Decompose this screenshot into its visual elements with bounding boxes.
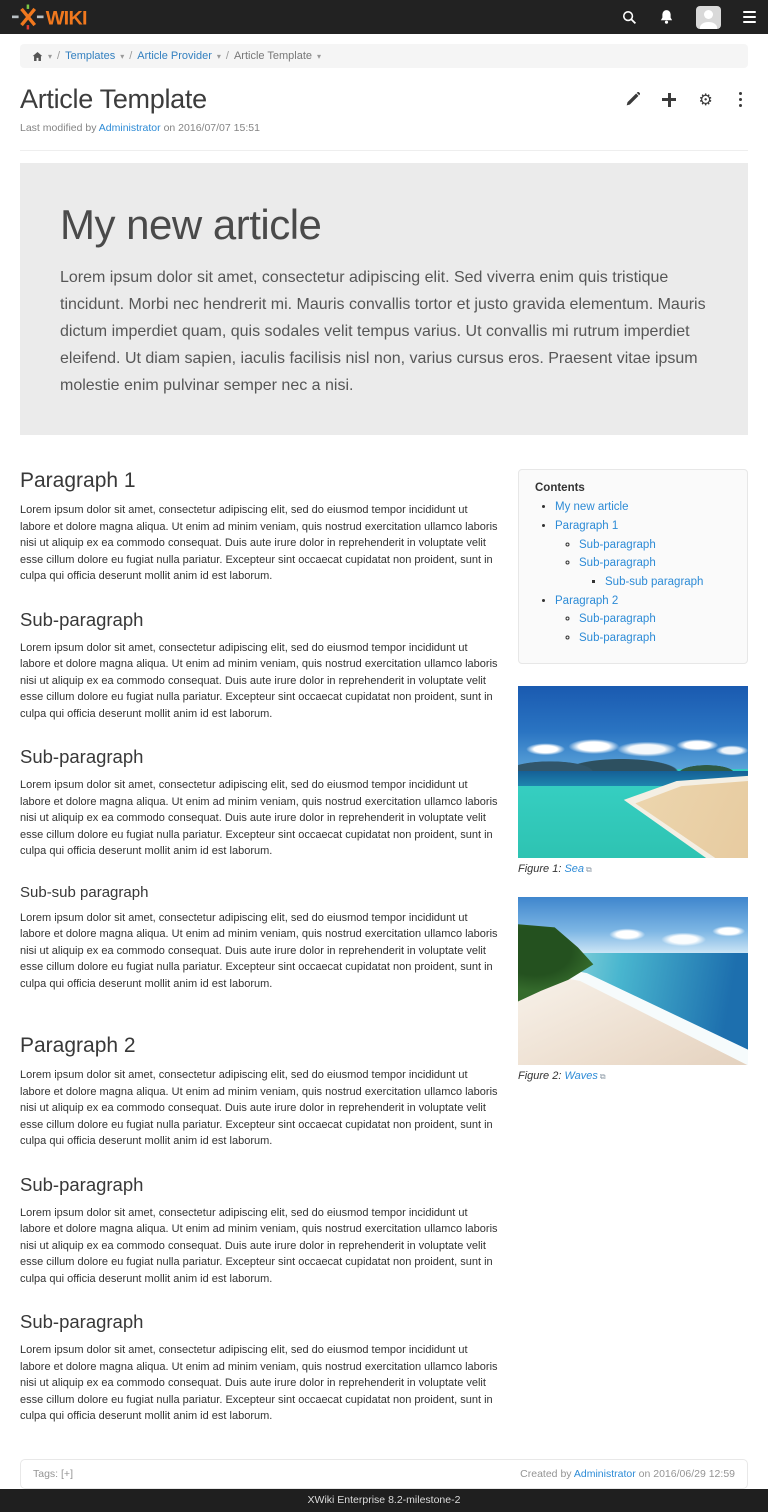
- section-body: Lorem ipsum dolor sit amet, consectetur adipiscing elit, sed do eiusmod tempor incididunt ut labore et dolore magna aliqua. Ut enim ad minim veniam, quis nostrud exercitation ullamco laboris nisi ut aliquip ex ea commodo consequat. Duis aute irure dolor in reprehenderit in voluptate velit esse cillum dolore eu fugiat nulla pariatur. Excepteur sint occaecat cupidatat non proident, sunt in culpa qui officia deserunt mollit anim id est laborum.: [20, 1069, 498, 1148]
- breadcrumb-current-page: Article Template: [233, 50, 313, 62]
- drawer-menu-button[interactable]: [743, 11, 756, 24]
- xwiki-logo[interactable]: [12, 0, 100, 34]
- toc-item: [579, 554, 735, 591]
- more-actions-button[interactable]: [735, 92, 746, 107]
- article-hero: [20, 163, 748, 435]
- last-modified-line: [20, 122, 748, 134]
- tags-label: Tags:: [33, 1467, 62, 1480]
- article-title: My new article: [60, 201, 322, 248]
- document-footer-bar: [20, 1459, 748, 1489]
- gear-icon: ⚙: [698, 89, 713, 109]
- main-content-container: [0, 34, 768, 1489]
- waves-photo-clouds: [587, 918, 748, 952]
- kebab-menu-icon: [735, 92, 746, 107]
- external-link-icon: ⧉: [586, 865, 592, 875]
- created-prefix: Created by: [520, 1467, 574, 1480]
- section-heading-sub-paragraph: Sub-paragraph: [20, 746, 144, 768]
- breadcrumb: [20, 44, 748, 68]
- figure-caption: [518, 1070, 748, 1082]
- toc-item: [579, 536, 735, 555]
- figure-waves: [518, 897, 748, 1082]
- toc-item: [555, 517, 735, 592]
- navbar-icons: [622, 6, 756, 29]
- xwiki-logo-mark: [12, 4, 100, 30]
- avatar-head: [704, 10, 713, 19]
- external-link-icon: ⧉: [599, 1072, 606, 1082]
- figure-label: Figure 2:: [518, 1070, 565, 1083]
- toc-item: [579, 610, 735, 629]
- table-of-contents: [518, 469, 748, 664]
- section-body: Lorem ipsum dolor sit amet, consectetur adipiscing elit, sed do eiusmod tempor incididunt ut labore et dolore magna aliqua. Ut enim ad minim veniam, quis nostrud exercitation ullamco laboris nisi ut aliquip ex ea commodo consequat. Duis aute irure dolor in reprehenderit in voluptate velit esse cillum dolore eu fugiat nulla pariatur. Excepteur sint occaecat cupidatat non proident, sunt in culpa qui officia deserunt mollit anim id est laborum.: [20, 779, 498, 858]
- toc-item: [605, 573, 735, 592]
- section-body: Lorem ipsum dolor sit amet, consectetur adipiscing elit, sed do eiusmod tempor incididunt ut labore et dolore magna aliqua. Ut enim ad minim veniam, quis nostrud exercitation ullamco laboris nisi ut aliquip ex ea commodo consequat. Duis aute irure dolor in reprehenderit in voluptate velit esse cillum dolore eu fugiat nulla pariatur. Excepteur sint occaecat cupidatat non proident, sunt in culpa qui officia deserunt mollit anim id est laborum.: [20, 911, 498, 990]
- modified-author-link[interactable]: Administrator: [98, 122, 161, 134]
- home-icon: [32, 51, 43, 62]
- bell-icon: [659, 9, 674, 25]
- version-text: XWiki Enterprise 8.2-milestone-2: [307, 1494, 461, 1507]
- toc-link-sub-sub-paragraph[interactable]: Sub-sub paragraph: [605, 575, 704, 588]
- page-actions: [625, 89, 746, 109]
- app-footer: [0, 1489, 768, 1512]
- toc-link-sub-paragraph[interactable]: Sub-paragraph: [579, 613, 656, 626]
- create-button[interactable]: [662, 93, 676, 107]
- figure-sea: [518, 686, 748, 875]
- figure-caption: [518, 863, 748, 875]
- right-sidebar: [518, 469, 748, 1082]
- created-author-link[interactable]: Administrator: [573, 1467, 636, 1480]
- page-header: [20, 84, 748, 151]
- toc-link-sub-paragraph[interactable]: Sub-paragraph: [579, 631, 656, 644]
- section-body: Lorem ipsum dolor sit amet, consectetur adipiscing elit, sed do eiusmod tempor incididunt ut labore et dolore magna aliqua. Ut enim ad minim veniam, quis nostrud exercitation ullamco laboris nisi ut aliquip ex ea commodo consequat. Duis aute irure dolor in reprehenderit in voluptate velit esse cillum dolore eu fugiat nulla pariatur. Excepteur sint occaecat cupidatat non proident, sunt in culpa qui officia deserunt mollit anim id est laborum.: [20, 1206, 498, 1285]
- article-provider-dropdown-caret[interactable]: ▾: [216, 51, 221, 61]
- section-heading-sub-paragraph: Sub-paragraph: [20, 1311, 144, 1333]
- user-avatar-button[interactable]: [696, 6, 721, 29]
- hamburger-menu-icon: [743, 11, 756, 24]
- sea-photo: [518, 686, 748, 858]
- sea-photo-hills: [518, 752, 748, 773]
- home-breadcrumb-link[interactable]: [32, 51, 43, 62]
- section-heading-sub-paragraph: Sub-paragraph: [20, 1173, 144, 1195]
- toc-link-my-new-article[interactable]: My new article: [555, 501, 629, 514]
- modified-prefix: Last modified by: [20, 122, 99, 134]
- plus-icon: [662, 93, 676, 107]
- breadcrumb-separator: /: [225, 50, 229, 62]
- section-heading-sub-sub-paragraph: Sub-sub paragraph: [20, 883, 149, 901]
- toc-item: [555, 592, 735, 648]
- toc-link-paragraph-1[interactable]: Paragraph 1: [555, 520, 619, 532]
- home-dropdown-caret[interactable]: ▾: [48, 51, 53, 61]
- svg-text:WIKI: WIKI: [45, 7, 87, 30]
- search-button[interactable]: [622, 10, 637, 25]
- toc-link-sub-paragraph[interactable]: Sub-paragraph: [579, 557, 656, 570]
- article-template-dropdown-caret[interactable]: ▾: [317, 51, 322, 61]
- section-body: Lorem ipsum dolor sit amet, consectetur adipiscing elit, sed do eiusmod tempor incididunt ut labore et dolore magna aliqua. Ut enim ad minim veniam, quis nostrud exercitation ullamco laboris nisi ut aliquip ex ea commodo consequat. Duis aute irure dolor in reprehenderit in voluptate velit esse cillum dolore eu fugiat nulla pariatur. Excepteur sint occaecat cupidatat non proident, sunt in culpa qui officia deserunt mollit anim id est laborum.: [20, 504, 498, 583]
- waves-photo: [518, 897, 748, 1065]
- section-heading-paragraph-2: Paragraph 2: [20, 1034, 136, 1058]
- toc-link-paragraph-2[interactable]: Paragraph 2: [555, 594, 619, 607]
- section-body: Lorem ipsum dolor sit amet, consectetur adipiscing elit, sed do eiusmod tempor incididunt ut labore et dolore magna aliqua. Ut enim ad minim veniam, quis nostrud exercitation ullamco laboris nisi ut aliquip ex ea commodo consequat. Duis aute irure dolor in reprehenderit in voluptate velit esse cillum dolore eu fugiat nulla pariatur. Excepteur sint occaecat cupidatat non proident, sunt in culpa qui officia deserunt mollit anim id est laborum.: [20, 641, 498, 720]
- pencil-icon: [625, 92, 640, 107]
- add-tag-button[interactable]: [+]: [61, 1467, 73, 1480]
- avatar-body: [700, 22, 717, 29]
- toc-item: [555, 498, 735, 517]
- breadcrumb-separator: /: [129, 50, 133, 62]
- notifications-button[interactable]: [659, 9, 674, 25]
- toc-link-sub-paragraph[interactable]: Sub-paragraph: [579, 538, 656, 551]
- admin-actions-button[interactable]: [698, 89, 713, 109]
- section-heading-sub-paragraph: Sub-paragraph: [20, 608, 144, 630]
- page-title: Article Template: [20, 84, 207, 114]
- created-line: [520, 1468, 735, 1480]
- top-navbar: [0, 0, 768, 34]
- section-body: Lorem ipsum dolor sit amet, consectetur adipiscing elit, sed do eiusmod tempor incididunt ut labore et dolore magna aliqua. Ut enim ad minim veniam, quis nostrud exercitation ullamco laboris nisi ut aliquip ex ea commodo consequat. Duis aute irure dolor in reprehenderit in voluptate velit esse cillum dolore eu fugiat nulla pariatur. Excepteur sint occaecat cupidatat non proident, sunt in culpa qui officia deserunt mollit anim id est laborum.: [20, 1344, 498, 1423]
- modified-date: on 2016/07/07 15:51: [160, 122, 260, 134]
- created-date: on 2016/06/29 12:59: [635, 1467, 735, 1480]
- figure-link-waves[interactable]: Waves: [564, 1070, 598, 1083]
- search-icon: [622, 10, 637, 25]
- section-heading-paragraph-1: Paragraph 1: [20, 469, 136, 493]
- figure-label: Figure 1:: [518, 863, 565, 876]
- article-sections: [20, 469, 500, 1425]
- breadcrumb-link-article-provider[interactable]: Article Provider: [137, 50, 212, 62]
- breadcrumb-link-templates[interactable]: Templates: [65, 50, 116, 62]
- toc-item: [579, 629, 735, 648]
- breadcrumb-separator: /: [57, 50, 61, 62]
- tags-area: [33, 1468, 73, 1480]
- article-body-columns: [20, 469, 748, 1425]
- edit-button[interactable]: [625, 92, 640, 107]
- article-lead: Lorem ipsum dolor sit amet, consectetur adipiscing elit. Sed viverra enim quis tristique tincidunt. Morbi nec hendrerit mi. Mauris convallis tortor et justo gravida elementum. Mauris dictum imperdiet quam, quis sodales velit tempus varius. Ut convallis mi rutrum imperdiet eleifend. Ut diam sapien, iaculis facilisis nisl non, varius cursus eros. Praesent vitae ipsum molestie enim pulvinar semper nec a nisi.: [60, 269, 706, 394]
- toc-title: Contents: [535, 482, 585, 495]
- figure-link-sea[interactable]: Sea: [564, 863, 585, 876]
- templates-dropdown-caret[interactable]: ▾: [120, 51, 125, 61]
